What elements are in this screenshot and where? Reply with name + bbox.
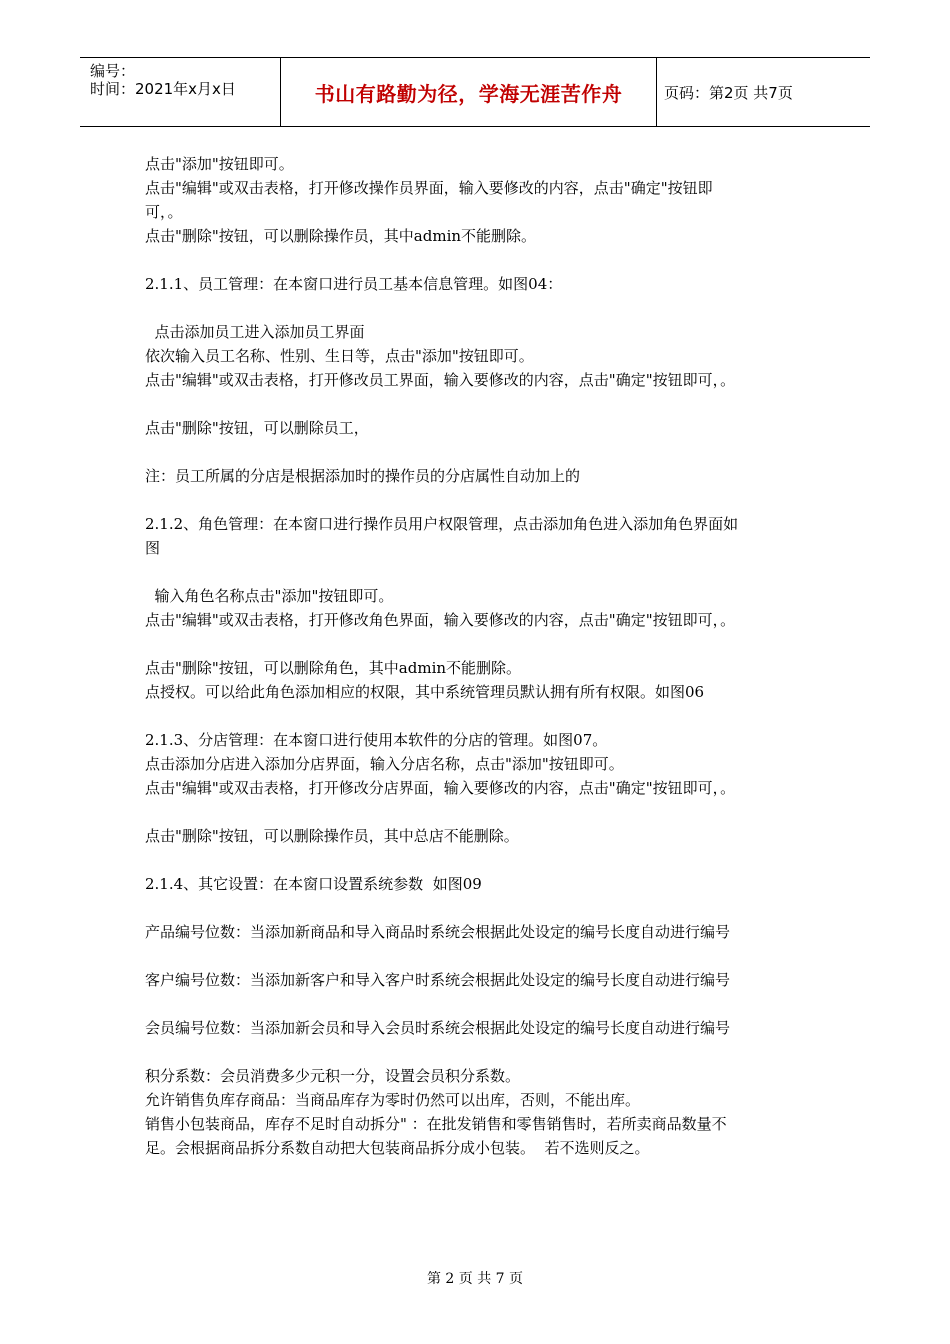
- paragraph-line: 点击"编辑"或双击表格，打开修改角色界面，输入要修改的内容，点击"确定"按钮即可，。: [145, 611, 736, 629]
- paragraph-line: 注：员工所属的分店是根据添加时的操作员的分店属性自动加上的: [145, 467, 581, 485]
- paragraph-line: 点击"删除"按钮，可以删除操作员，其中admin不能删除。: [145, 227, 537, 245]
- paragraph-line: 点击"编辑"或双击表格，打开修改操作员界面，输入要修改的内容，点击"确定"按钮即: [145, 179, 713, 197]
- blank-line: [145, 1040, 825, 1064]
- document-body: [145, 152, 825, 1160]
- paragraph-line: 积分系数：会员消费多少元积一分，设置会员积分系数。: [145, 1067, 521, 1085]
- paragraph-line: 点授权。可以给此角色添加相应的权限，其中系统管理员默认拥有所有权限。如图06: [145, 683, 705, 701]
- date-label: 时间：2021年x月x日: [90, 80, 236, 98]
- paragraph-line: 图: [145, 539, 161, 557]
- paragraph-line: 依次输入员工名称、性别、生日等，点击"添加"按钮即可。: [145, 347, 534, 365]
- blank-line: [145, 704, 825, 728]
- header-meta: [80, 58, 280, 126]
- paragraph-line: 可，。: [145, 203, 183, 221]
- paragraph-line: 足。会根据商品拆分系数自动把大包装商品拆分成小包装。 若不选则反之。: [145, 1139, 650, 1157]
- paragraph-line: 点击"编辑"或双击表格，打开修改分店界面，输入要修改的内容，点击"确定"按钮即可，。: [145, 779, 736, 797]
- blank-line: [145, 248, 825, 272]
- paragraph-line: 2.1.1、员工管理：在本窗口进行员工基本信息管理。如图04：: [145, 275, 563, 293]
- paragraph-line: 点击添加分店进入添加分店界面，输入分店名称，点击"添加"按钮即可。: [145, 755, 624, 773]
- paragraph-line: 2.1.4、其它设置：在本窗口设置系统参数 如图09: [145, 875, 482, 893]
- blank-line: [145, 632, 825, 656]
- paragraph-line: 2.1.3、分店管理：在本窗口进行使用本软件的分店的管理。如图07。: [145, 731, 608, 749]
- blank-line: [145, 488, 825, 512]
- header-page-cell: [656, 58, 878, 126]
- paragraph-line: 销售小包装商品，库存不足时自动拆分" ：在批发销售和零售销售时，若所卖商品数量不: [145, 1115, 727, 1133]
- blank-line: [145, 800, 825, 824]
- page-info: 页码：第2页 共7页: [664, 83, 793, 102]
- paragraph-line: 点击"删除"按钮，可以删除员工，: [145, 419, 369, 437]
- paragraph-line: 产品编号位数：当添加新商品和导入商品时系统会根据此处设定的编号长度自动进行编号: [145, 923, 731, 941]
- blank-line: [145, 848, 825, 872]
- paragraph-line: 点击"删除"按钮，可以删除角色，其中admin不能删除。: [145, 659, 522, 677]
- page-footer: 第 2 页 共 7 页: [426, 1271, 524, 1287]
- paragraph-line: 允许销售负库存商品：当商品库存为零时仍然可以出库，否则，不能出库。: [145, 1091, 641, 1109]
- blank-line: [145, 560, 825, 584]
- blank-line: [145, 896, 825, 920]
- blank-line: [145, 440, 825, 464]
- blank-line: [145, 992, 825, 1016]
- paragraph-line: 2.1.2、角色管理：在本窗口进行操作员用户权限管理，点击添加角色进入添加角色界面如: [145, 515, 739, 533]
- paragraph-line: 点击添加员工进入添加员工界面: [145, 323, 365, 341]
- page-header: [80, 57, 870, 127]
- motto: 书山有路勤为径，学海无涯苦作舟: [314, 81, 623, 106]
- blank-line: [145, 296, 825, 320]
- paragraph-line: 点击"添加"按钮即可。: [145, 155, 294, 173]
- paragraph-line: 点击"删除"按钮，可以删除操作员，其中总店不能删除。: [145, 827, 519, 845]
- blank-line: [145, 944, 825, 968]
- paragraph-line: 会员编号位数：当添加新会员和导入会员时系统会根据此处设定的编号长度自动进行编号: [145, 1019, 731, 1037]
- paragraph-line: 输入角色名称点击"添加"按钮即可。: [145, 587, 394, 605]
- paragraph-line: 点击"编辑"或双击表格，打开修改员工界面，输入要修改的内容，点击"确定"按钮即可，。: [145, 371, 736, 389]
- paragraph-line: 客户编号位数：当添加新客户和导入客户时系统会根据此处设定的编号长度自动进行编号: [145, 971, 731, 989]
- blank-line: [145, 392, 825, 416]
- number-label: 编号：: [90, 62, 136, 80]
- header-motto-cell: [280, 58, 657, 126]
